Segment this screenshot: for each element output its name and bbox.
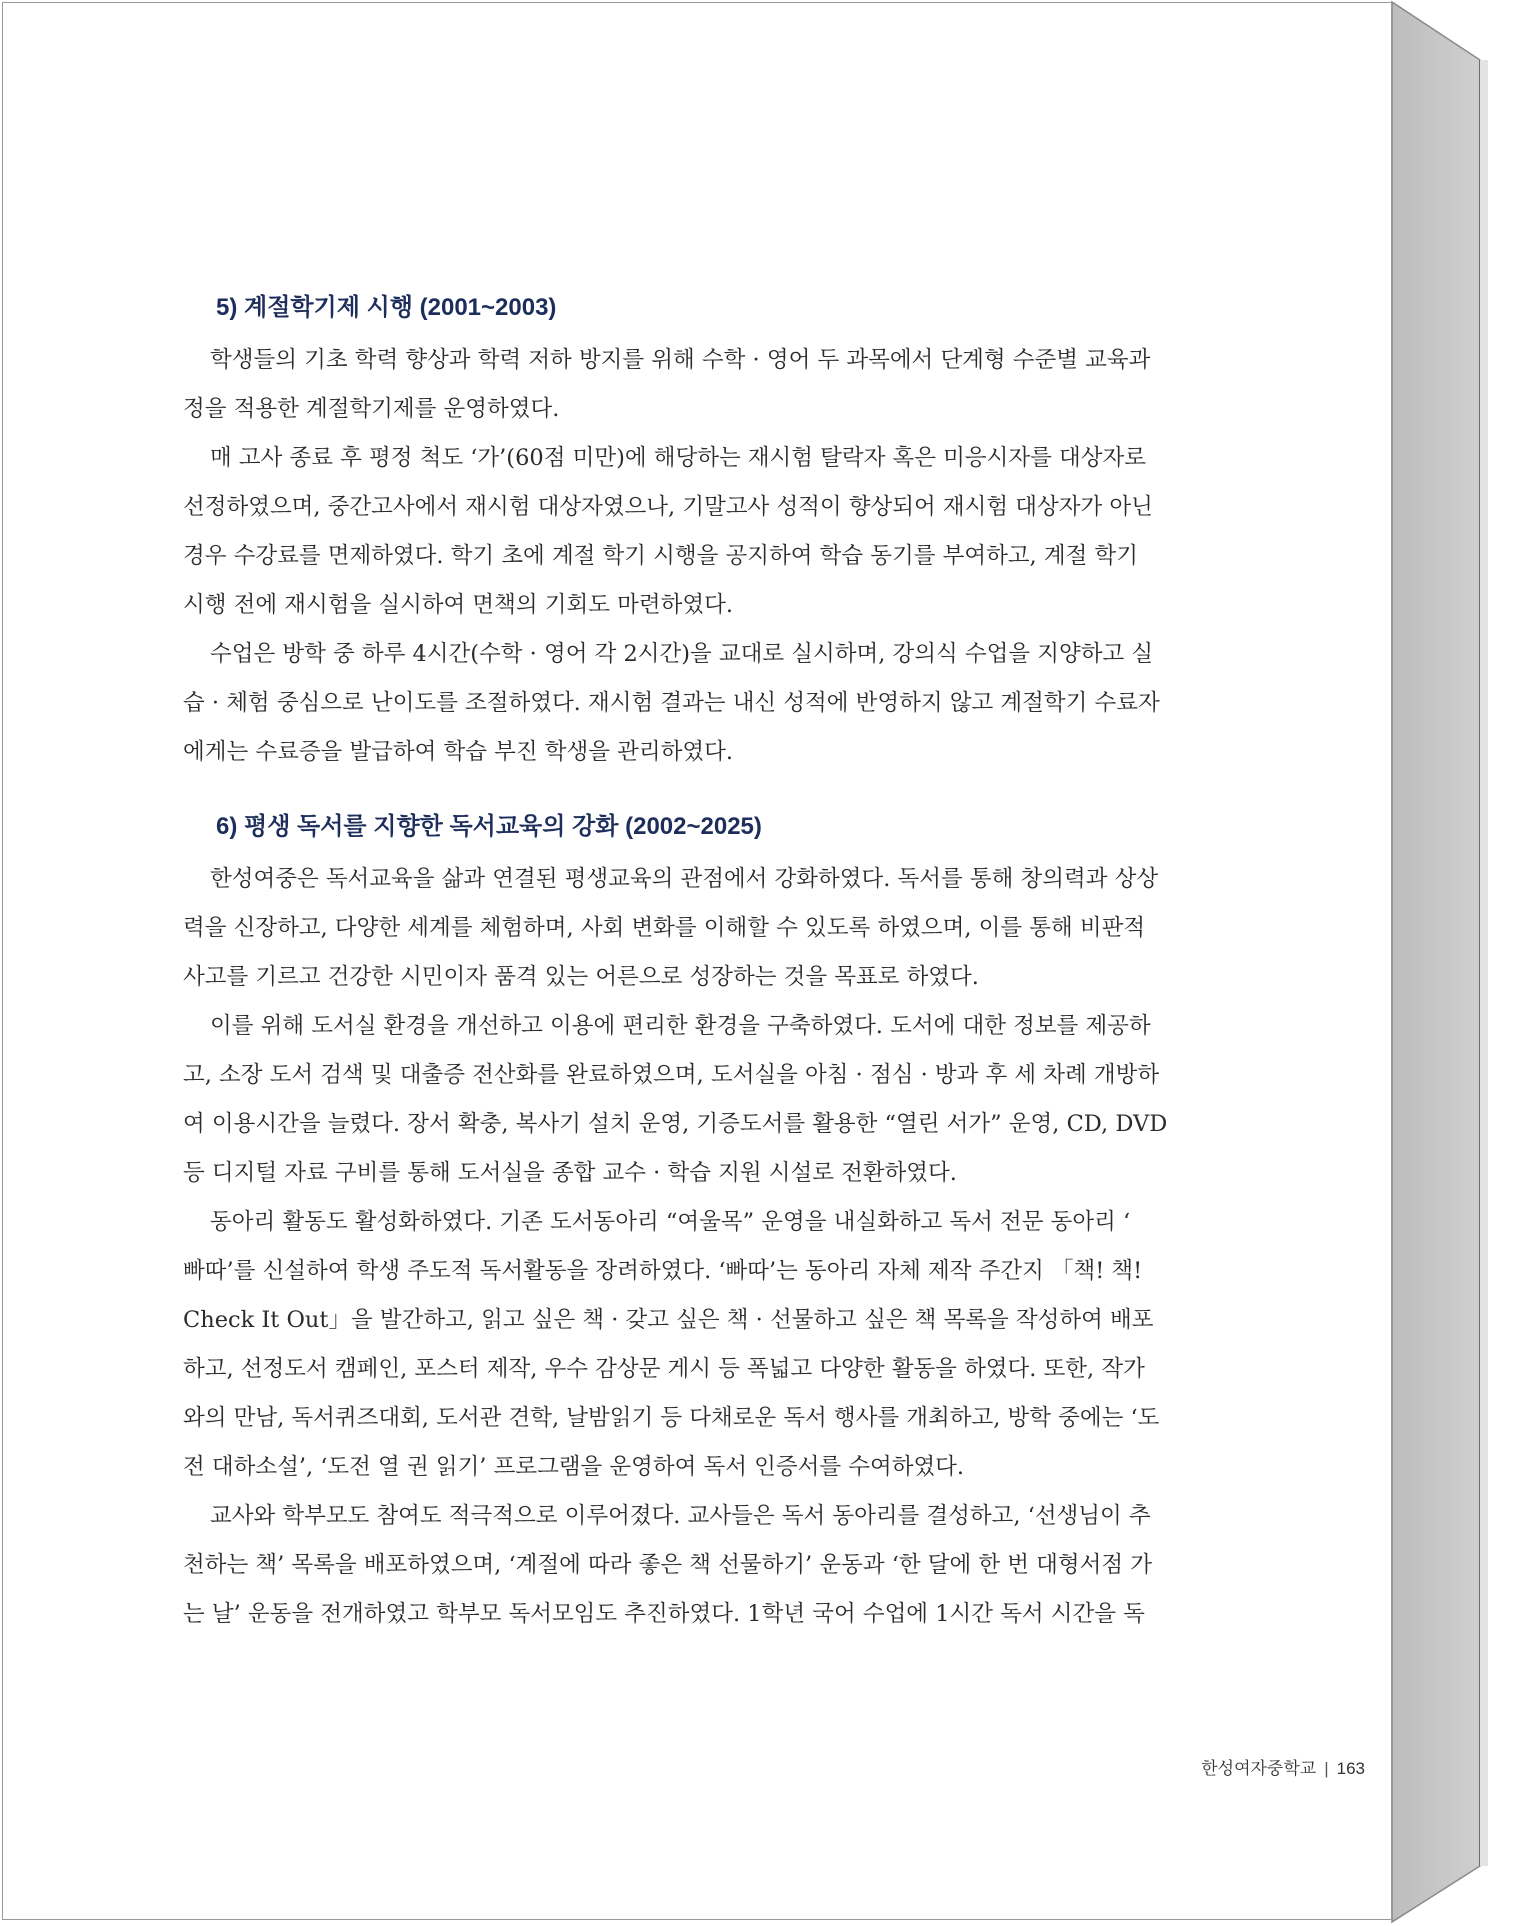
paragraph — [183, 630, 1216, 777]
text-line: 수업은 방학 중 하루 4시간(수학 · 영어 각 2시간)을 교대로 실시하며, 강의식 수업을 지양하고 실 — [210, 641, 1154, 667]
text-line: 등 디지털 자료 구비를 통해 도서실을 종합 교수 · 학습 지원 시설로 전환하였다. — [183, 1160, 957, 1186]
paragraph — [183, 434, 1216, 630]
text-line: Check It Out」을 발간하고, 읽고 싶은 책 · 갖고 싶은 책 · 선물하고 싶은 책 목록을 작성하여 배포 — [183, 1307, 1154, 1333]
section-heading: 6) 평생 독서를 지향한 독서교육의 강화 (2002~2025) — [216, 813, 762, 840]
text-line: 습 · 체험 중심으로 난이도를 조절하였다. 재시험 결과는 내신 성적에 반영하지 않고 계절학기 수료자 — [183, 690, 1160, 716]
text-line: 시행 전에 재시험을 실시하여 면책의 기회도 마련하였다. — [183, 592, 733, 618]
page-number: 163 — [1336, 1759, 1365, 1778]
text-line: 정을 적용한 계절학기제를 운영하였다. — [183, 396, 560, 422]
text-line: 사고를 기르고 건강한 시민이자 품격 있는 어른으로 성장하는 것을 목표로 하였다. — [183, 964, 979, 990]
paragraph — [183, 336, 1216, 434]
text-line: 매 고사 종료 후 평정 척도 ‘가’(60점 미만)에 해당하는 재시험 탈락자 혹은 미응시자를 대상자로 — [210, 445, 1146, 471]
text-line: 력을 신장하고, 다양한 세계를 체험하며, 사회 변화를 이해할 수 있도록 하였으며, 이를 통해 비판적 — [183, 915, 1146, 941]
text-line: 빠따’를 신설하여 학생 주도적 독서활동을 장려하였다. ‘빠따’는 동아리 자체 제작 주간지 「책! 책! — [183, 1258, 1143, 1284]
text-line: 동아리 활동도 활성화하였다. 기존 도서동아리 “여울목” 운영을 내실화하고 독서 전문 동아리 ‘ — [210, 1209, 1131, 1235]
paragraph — [183, 1002, 1216, 1198]
text-line: 하고, 선정도서 캠페인, 포스터 제작, 우수 감상문 게시 등 폭넓고 다양한 활동을 하였다. 또한, 작가 — [183, 1356, 1145, 1382]
paragraph — [183, 855, 1216, 1002]
text-line: 천하는 책’ 목록을 배포하였으며, ‘계절에 따라 좋은 책 선물하기’ 운동과 ‘한 달에 한 번 대형서점 가 — [183, 1552, 1152, 1578]
text-line: 전 대하소설’, ‘도전 열 권 읽기’ 프로그램을 운영하여 독서 인증서를 수여하였다. — [183, 1454, 965, 1480]
page-content — [183, 286, 1216, 1639]
text-line: 교사와 학부모도 참여도 적극적으로 이루어졌다. 교사들은 독서 동아리를 결성하고, ‘선생님이 추 — [210, 1503, 1151, 1529]
text-line: 와의 만남, 독서퀴즈대회, 도서관 견학, 날밤읽기 등 다채로운 독서 행사를 개최하고, 방학 중에는 ‘도 — [183, 1405, 1160, 1431]
text-line: 학생들의 기초 학력 향상과 학력 저하 방지를 위해 수학 · 영어 두 과목에서 단계형 수준별 교육과 — [210, 347, 1151, 373]
text-line: 는 날’ 운동을 전개하였고 학부모 독서모임도 추진하였다. 1학년 국어 수업에 1시간 독서 시간을 독 — [183, 1601, 1145, 1627]
text-line: 경우 수강료를 면제하였다. 학기 초에 계절 학기 시행을 공지하여 학습 동기를 부여하고, 계절 학기 — [183, 543, 1138, 569]
footer-school-name: 한성여자중학교 — [1201, 1759, 1317, 1778]
text-line: 선정하였으며, 중간고사에서 재시험 대상자였으나, 기말고사 성적이 향상되어 재시험 대상자가 아닌 — [183, 494, 1153, 520]
text-line: 한성여중은 독서교육을 삶과 연결된 평생교육의 관점에서 강화하였다. 독서를 통해 창의력과 상상 — [210, 866, 1159, 892]
text-line: 에게는 수료증을 발급하여 학습 부진 학생을 관리하였다. — [183, 739, 733, 765]
paragraph — [183, 1492, 1216, 1639]
paragraph — [183, 1198, 1216, 1492]
page-footer — [1201, 1754, 1365, 1779]
footer-separator: | — [1324, 1759, 1329, 1778]
section-heading: 5) 계절학기제 시행 (2001~2003) — [216, 294, 557, 321]
text-line: 고, 소장 도서 검색 및 대출증 전산화를 완료하였으며, 도서실을 아침 · 점심 · 방과 후 세 차례 개방하 — [183, 1062, 1160, 1088]
text-line: 이를 위해 도서실 환경을 개선하고 이용에 편리한 환경을 구축하였다. 도서에 대한 정보를 제공하 — [210, 1013, 1151, 1039]
text-line: 여 이용시간을 늘렸다. 장서 확충, 복사기 설치 운영, 기증도서를 활용한 “열린 서가” 운영, CD, DVD — [183, 1111, 1168, 1137]
